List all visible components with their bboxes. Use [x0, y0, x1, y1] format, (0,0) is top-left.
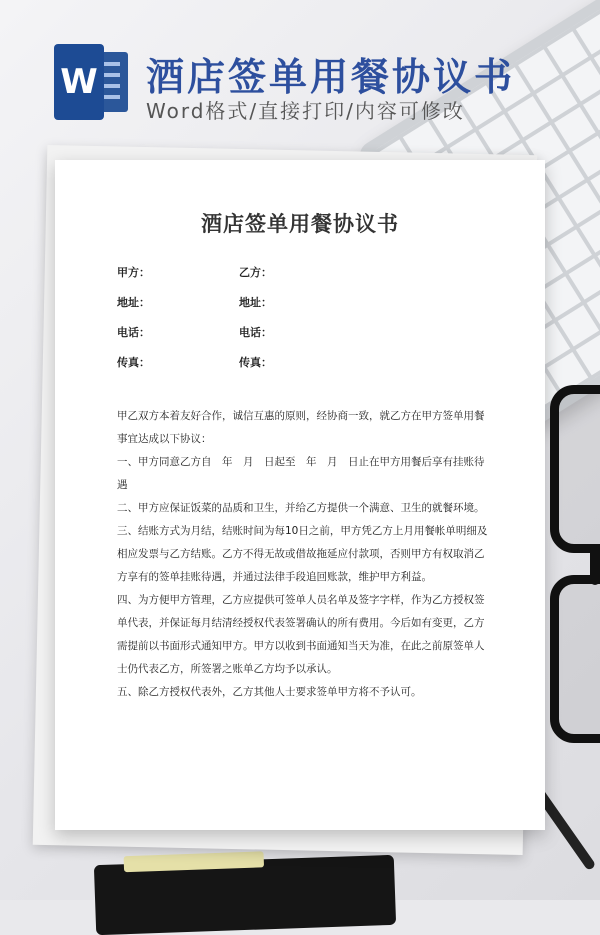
- field-row: [117, 324, 477, 354]
- field-label: 地址：: [239, 296, 272, 309]
- glasses-image: [560, 385, 600, 755]
- word-logo-icon: [54, 44, 130, 120]
- field-label: 乙方：: [239, 266, 272, 279]
- paragraph-clause-2: 二、甲方应保证饭菜的品质和卫生，并给乙方提供一个满意、卫生的就餐环境。: [117, 502, 485, 514]
- field-label: 地址：: [117, 296, 150, 309]
- field-row: [117, 264, 477, 294]
- paragraph-clause-4: 四、为方便甲方管理，乙方应提供可签单人员名单及签字字样，作为乙方授权签单代表，并保证每月结清经授权代表签署确认的所有费用。今后如有变更，乙方需提前以书面形式通知甲方。甲方以收到书面通知当天为准，在此之前原签单人士仍代表乙方，所签署之账单乙方均予以承认。: [117, 594, 485, 675]
- paragraph-clause-3: 三、结账方式为月结，结账时间为每10日之前，甲方凭乙方上月用餐帐单明细及相应发票与乙方结账。乙方不得无故或借故拖延应付款项，否则甲方有权取消乙方享有的签单挂账待遇，并通过法律手段追回账款，维护甲方利益。: [117, 525, 488, 583]
- document-page: [55, 160, 545, 830]
- document-title: 酒店签单用餐协议书: [201, 211, 399, 236]
- paragraph-clause-5: 五、除乙方授权代表外，乙方其他人士要求签单甲方将不予认可。: [117, 686, 422, 698]
- glasses-lens: [550, 385, 600, 553]
- word-logo-letter: W: [54, 44, 104, 120]
- banner-subtitle: Word格式/直接打印/内容可修改: [146, 99, 465, 123]
- field-label: 传真：: [117, 356, 150, 369]
- paragraph-clause-1: 一、甲方同意乙方自 年 月 日起至 年 月 日止在甲方用餐后享有挂账待遇: [117, 456, 485, 491]
- field-row: [117, 294, 477, 324]
- agreement-body: [117, 405, 492, 704]
- field-label: 传真：: [239, 356, 272, 369]
- field-label: 电话：: [117, 326, 150, 339]
- field-row: [117, 354, 477, 384]
- notebook-image: [94, 855, 396, 935]
- field-label: 甲方：: [117, 266, 150, 279]
- notebook-tab: [124, 851, 264, 872]
- field-label: 电话：: [239, 326, 272, 339]
- glasses-lens: [550, 575, 600, 743]
- paragraph-intro: 甲乙双方本着友好合作，诚信互惠的原则，经协商一致，就乙方在甲方签单用餐事宜达成以下协议：: [117, 410, 485, 445]
- banner-title: 酒店签单用餐协议书: [146, 55, 516, 99]
- party-fields: [117, 264, 477, 384]
